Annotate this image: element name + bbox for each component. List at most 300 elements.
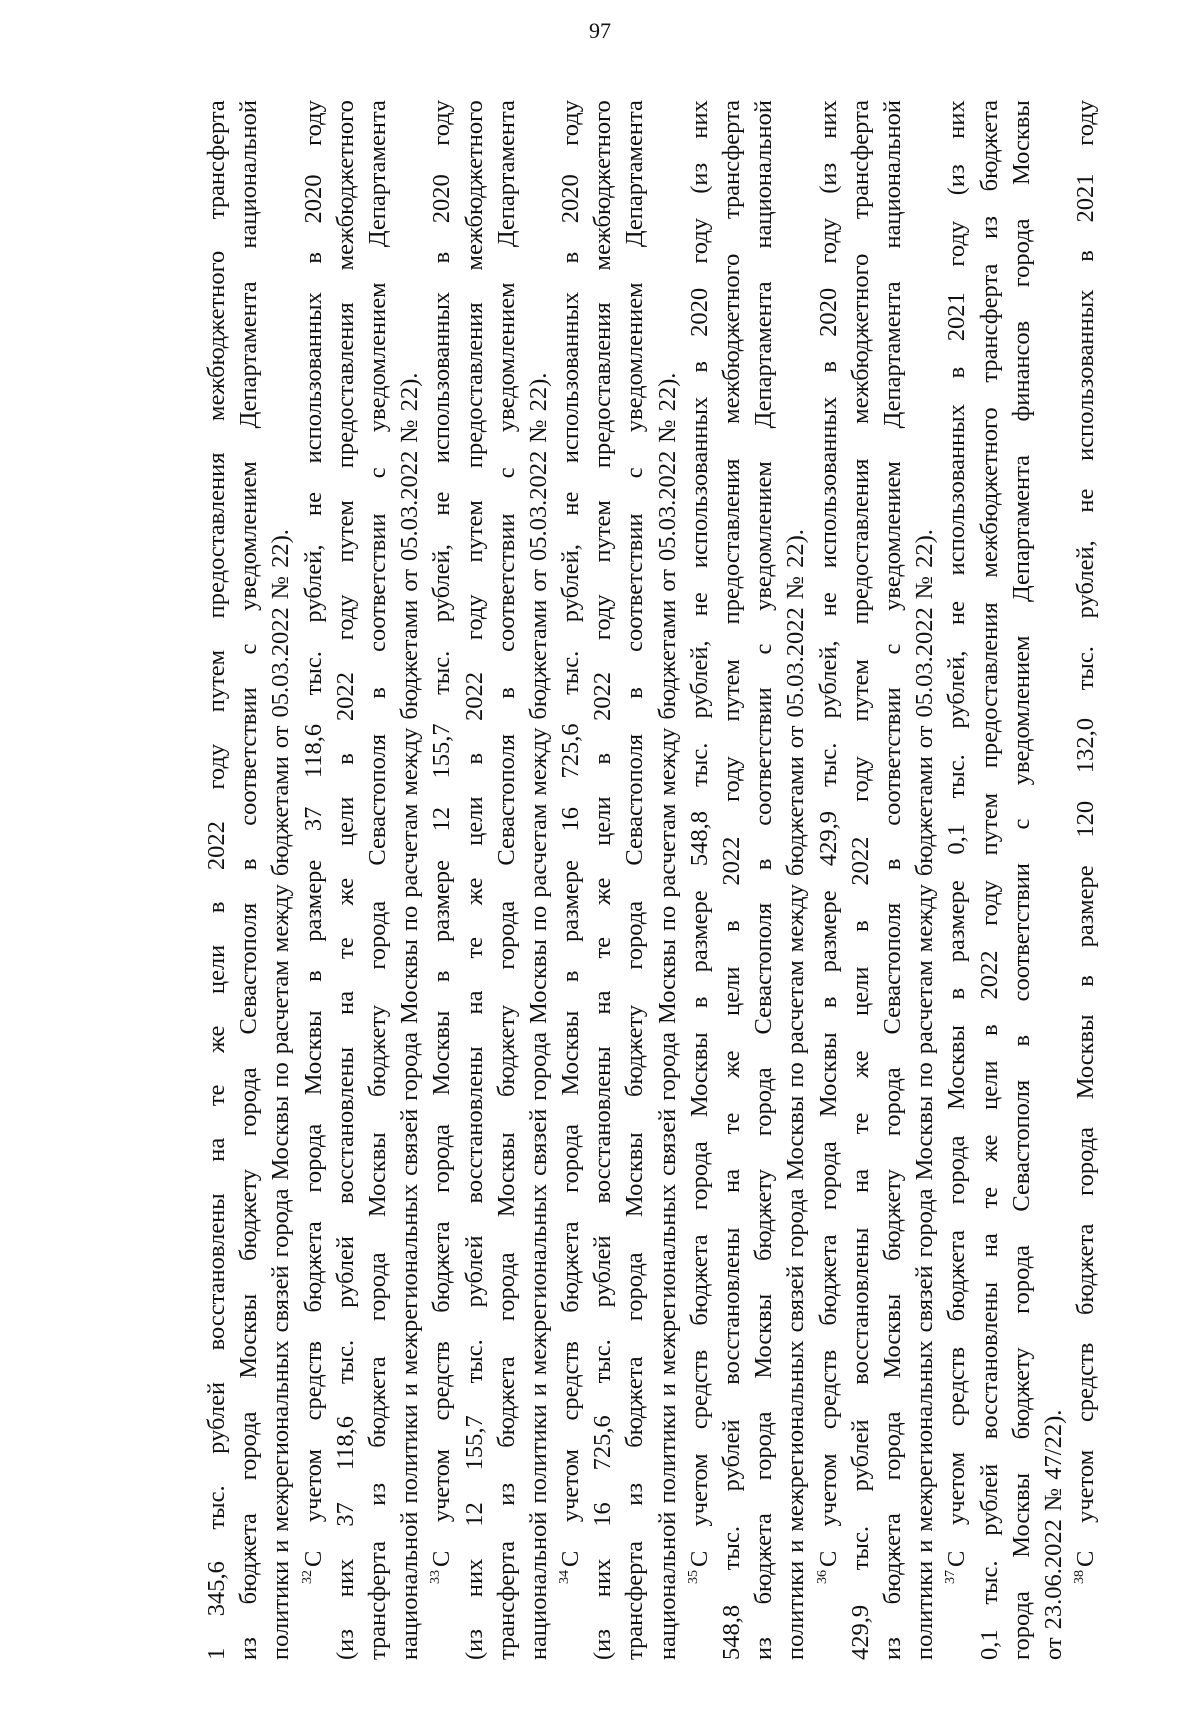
word: 12 — [460, 1502, 488, 1527]
word: трансферта — [363, 1541, 391, 1660]
word: в — [363, 687, 391, 699]
word: 118,6 — [299, 723, 327, 779]
word: № — [653, 419, 681, 443]
footnote-line — [845, 100, 877, 1660]
word: расчетам — [653, 803, 681, 898]
word: Москвы — [782, 1095, 810, 1181]
footnote-marker: 33 — [428, 1570, 444, 1584]
word: финансов — [1007, 320, 1035, 422]
word: связей — [653, 1108, 681, 1176]
word: средств — [428, 1341, 456, 1421]
word: и — [267, 1539, 295, 1553]
footnote-line — [1038, 100, 1070, 1660]
word: и — [524, 1383, 552, 1397]
word: в — [975, 1024, 1003, 1036]
word: же — [718, 1050, 745, 1078]
word: предоставления — [589, 302, 617, 469]
word: рублей, — [685, 640, 713, 719]
word: в — [1007, 1034, 1035, 1047]
word: межрегиональных — [911, 1340, 939, 1532]
word: Москвы — [685, 1032, 713, 1118]
word: межрегиональных — [396, 1183, 424, 1376]
footnote-33-line — [426, 100, 458, 1660]
word: 155,7 — [428, 723, 456, 779]
word: учетом — [685, 1453, 713, 1527]
word: в — [878, 858, 906, 871]
word: 725,6 — [589, 1415, 617, 1471]
word: 2022 — [589, 672, 617, 721]
word: соответствии — [878, 687, 906, 826]
word: Департамента — [363, 100, 391, 248]
footnote-line — [652, 100, 684, 1660]
word: Севастополя — [235, 902, 263, 1035]
word: 05.03.2022 — [524, 450, 552, 562]
word: размере — [428, 860, 456, 943]
word: те — [846, 1112, 874, 1135]
word: политики — [267, 1560, 295, 1660]
word: Москвы — [878, 1293, 906, 1379]
word: путем — [589, 500, 617, 563]
word: 132,0 — [1072, 718, 1100, 774]
word: Москвы — [557, 1010, 585, 1096]
word: 2022 — [460, 672, 488, 721]
word: тыс. — [814, 742, 842, 787]
word: города — [363, 1252, 391, 1322]
word: расчетам — [267, 960, 295, 1055]
word: 548,8 — [685, 811, 713, 867]
word: 2022 — [846, 836, 874, 886]
footnote-34-line — [555, 100, 587, 1660]
word: использованных — [428, 291, 456, 464]
word: Москвы — [299, 1010, 327, 1096]
word: тыс. — [975, 1560, 1003, 1605]
word: тыс. — [460, 1339, 488, 1384]
word: не — [943, 600, 971, 625]
word: средств — [814, 1349, 842, 1430]
word: (из — [589, 1629, 617, 1660]
word: же — [460, 877, 488, 906]
word: учетом — [943, 1451, 971, 1526]
word: Москвы — [653, 939, 681, 1024]
word: средств — [557, 1341, 585, 1421]
word: году — [685, 217, 713, 264]
word: 2020 — [299, 174, 327, 224]
word: рублей, — [557, 544, 585, 623]
word: города — [396, 1031, 424, 1101]
word: же — [589, 877, 617, 906]
word: не — [1072, 488, 1100, 513]
word: в — [685, 996, 713, 1009]
word: между — [653, 727, 681, 796]
word: 118,6 — [331, 1415, 359, 1471]
word: межбюджетного — [589, 100, 617, 271]
word: учетом — [428, 1449, 456, 1523]
word: 12 — [428, 807, 456, 832]
word: 22). — [524, 372, 552, 412]
word: рублей — [331, 1235, 359, 1308]
word: межбюджетного — [718, 253, 745, 424]
word: (из — [331, 1629, 359, 1660]
footnote-line — [459, 100, 491, 1660]
footnote-line — [362, 100, 394, 1660]
word: году — [203, 743, 230, 790]
word: восстановлены — [975, 1281, 1003, 1440]
word: города — [235, 1067, 263, 1137]
word: них — [943, 100, 971, 139]
word: уведомлением — [750, 461, 778, 611]
word: Москвы — [428, 1010, 456, 1096]
word: году — [331, 594, 359, 641]
word: Москвы — [750, 1293, 778, 1379]
word: Москвы — [621, 1132, 649, 1218]
word: тыс. — [557, 650, 585, 695]
word: из — [492, 1482, 520, 1506]
footnote-line — [523, 100, 555, 1660]
word: рублей, — [428, 544, 456, 623]
word: расчетам — [524, 803, 552, 898]
footnote-35-line — [684, 100, 716, 1660]
word: бюджета — [557, 1221, 585, 1313]
word: от — [911, 725, 939, 749]
word: бюджета — [685, 1234, 713, 1326]
word: Департамента — [878, 281, 906, 429]
word: в — [814, 996, 842, 1009]
word: от — [782, 725, 810, 749]
footnote-line — [619, 100, 651, 1660]
footnote-line — [265, 100, 297, 1660]
word: соответствии — [492, 513, 520, 652]
word: 37 — [331, 1502, 359, 1527]
word: с — [1007, 818, 1035, 830]
footnote-marker: 37 — [943, 1570, 959, 1584]
word: 05.03.2022 — [911, 607, 939, 718]
word: бюджета — [299, 1221, 327, 1313]
word: них — [814, 100, 842, 139]
word: них — [331, 1558, 359, 1598]
word: тыс. — [846, 1526, 874, 1571]
word: трансферта — [975, 263, 1003, 383]
word: $^{37}$С — [943, 1550, 971, 1584]
word: в — [1072, 250, 1100, 262]
word: бюджета — [943, 1230, 971, 1322]
footnote-line — [780, 100, 812, 1660]
word: не — [557, 491, 585, 516]
footnote-38-line — [1070, 100, 1102, 1660]
word: размере — [1072, 865, 1100, 948]
word: бюджету — [1007, 1347, 1035, 1440]
word: национальной — [878, 100, 906, 249]
word: цели — [846, 966, 874, 1016]
word: путем — [846, 659, 874, 722]
word: тыс. — [589, 1339, 617, 1384]
word: от — [653, 569, 681, 592]
word: бюджета — [878, 1513, 906, 1605]
word: тыс. — [331, 1339, 359, 1385]
footnotes-block — [201, 100, 1101, 1660]
footnote-line — [974, 100, 1006, 1660]
word: от — [524, 569, 552, 592]
word: 345,6 — [203, 1561, 230, 1617]
word: Москвы — [1007, 1472, 1035, 1558]
word: в — [299, 252, 327, 264]
word: бюджету — [878, 1168, 906, 1262]
word: города — [363, 900, 391, 970]
word: связей — [911, 1265, 939, 1333]
word: национальной — [235, 100, 263, 249]
word: трансферта — [718, 100, 745, 219]
word: тыс. — [428, 650, 456, 695]
word: в — [943, 987, 971, 1000]
word: 23.06.2022 — [1039, 1519, 1067, 1630]
word: и — [911, 1539, 939, 1553]
word: бюджета — [428, 1221, 456, 1313]
word: на — [203, 1137, 230, 1162]
word: 16 — [589, 1502, 617, 1527]
word: рублей, — [814, 640, 842, 719]
word: по — [524, 905, 552, 932]
word: национальной — [524, 1511, 552, 1660]
word: не — [428, 491, 456, 516]
word: по — [653, 905, 681, 932]
word: на — [718, 1168, 745, 1193]
word: расчетам — [911, 960, 939, 1055]
word: них — [460, 1558, 488, 1598]
word: политики — [524, 1404, 552, 1504]
word: уведомлением — [621, 282, 649, 433]
word: бюджета — [1072, 1223, 1100, 1315]
word: города — [1007, 1245, 1035, 1314]
word: предоставления — [331, 302, 359, 469]
word: из — [750, 1637, 778, 1660]
word: связей — [267, 1265, 295, 1333]
word: те — [460, 936, 488, 959]
word: между — [782, 884, 810, 953]
word: межрегиональных — [653, 1183, 681, 1376]
word: в — [1072, 975, 1100, 987]
word: рублей, — [299, 544, 327, 623]
word: межбюджетного — [203, 250, 230, 421]
word: в — [203, 901, 230, 914]
word: связей — [396, 1108, 424, 1176]
word: межбюджетного — [331, 100, 359, 271]
word: бюджетами — [782, 756, 810, 877]
word: 548,8 — [718, 1604, 745, 1660]
word: те — [203, 1084, 230, 1107]
word: трансферта — [621, 1541, 649, 1660]
word: между — [911, 884, 939, 953]
word: использованных — [557, 291, 585, 464]
word: же — [846, 1050, 874, 1078]
word: бюджета — [975, 100, 1003, 192]
word: цели — [975, 1060, 1003, 1110]
word: бюджета — [363, 1356, 391, 1448]
word: 47/22). — [1039, 1409, 1067, 1480]
word: с — [363, 467, 391, 479]
word: с — [621, 467, 649, 479]
word: Севастополя — [750, 902, 778, 1035]
word: предоставления — [460, 302, 488, 469]
word: города — [1072, 1127, 1100, 1196]
word: году — [814, 217, 842, 264]
footnote-line — [748, 100, 780, 1660]
word: году — [589, 594, 617, 641]
word: межрегиональных — [782, 1340, 810, 1532]
footnote-marker: 35 — [685, 1570, 701, 1584]
word: уведомлением — [492, 282, 520, 433]
word: 2022 — [975, 950, 1003, 1000]
footnote-line — [909, 100, 941, 1660]
word: (из — [685, 162, 713, 194]
word: города — [750, 1067, 778, 1137]
word: путем — [718, 659, 745, 722]
word: в — [943, 366, 971, 379]
word: связей — [524, 1108, 552, 1176]
word: политики — [782, 1560, 810, 1660]
word: предоставления — [846, 458, 874, 625]
word: бюджету — [750, 1168, 778, 1262]
word: города — [750, 1411, 778, 1481]
word: году — [299, 100, 327, 146]
word: бюджета — [621, 1356, 649, 1448]
word: в — [750, 858, 778, 871]
word: трансферта — [492, 1541, 520, 1660]
word: между — [267, 884, 295, 953]
word: восстановлены — [589, 1046, 617, 1204]
word: с — [750, 643, 778, 655]
word: города — [267, 1188, 295, 1258]
word: на — [460, 990, 488, 1015]
word: не — [299, 491, 327, 516]
word: 22). — [396, 372, 424, 412]
word: национальной — [653, 1511, 681, 1660]
word: размере — [685, 890, 713, 973]
word: от — [267, 725, 295, 749]
word: в — [492, 687, 520, 699]
word: размере — [943, 880, 971, 963]
word: города — [878, 1411, 906, 1481]
word: соответствии — [621, 513, 649, 652]
word: учетом — [557, 1449, 585, 1523]
word: использованных — [943, 404, 971, 576]
footnote-line — [491, 100, 523, 1660]
word: использованных — [814, 396, 842, 569]
word: путем — [331, 500, 359, 563]
word: 155,7 — [460, 1415, 488, 1471]
word: предоставления — [975, 602, 1003, 769]
word: те — [331, 937, 359, 959]
word: восстановлены — [846, 1227, 874, 1385]
word: города — [492, 1252, 520, 1322]
word: средств — [299, 1341, 327, 1421]
word: расчетам — [396, 803, 424, 898]
word: 2020 — [814, 287, 842, 337]
word: $^{32}$С — [299, 1550, 327, 1584]
word: города — [878, 1067, 906, 1137]
word: использованных — [1072, 289, 1100, 461]
word: и — [782, 1539, 810, 1553]
word: между — [396, 727, 424, 796]
footnote-36-line — [813, 100, 845, 1660]
word: 725,6 — [557, 723, 585, 779]
word: средств — [685, 1349, 713, 1430]
word: национальной — [396, 1511, 424, 1660]
word: политики — [396, 1404, 424, 1504]
word: в — [235, 858, 263, 871]
word: 0,1 — [943, 824, 971, 855]
word: соответствии — [235, 687, 263, 826]
word: по — [396, 905, 424, 932]
word: 1 — [203, 1647, 230, 1660]
word: города — [1007, 218, 1035, 288]
word: города — [492, 900, 520, 970]
word: в — [621, 687, 649, 699]
word: связей — [782, 1265, 810, 1333]
word: 429,9 — [814, 811, 842, 867]
word: из — [363, 1482, 391, 1506]
word: с — [492, 467, 520, 479]
word: восстановлены — [331, 1046, 359, 1205]
word: них — [589, 1558, 617, 1598]
word: предоставления — [718, 458, 745, 625]
word: города — [235, 1411, 263, 1481]
word: № — [524, 419, 552, 443]
word: году — [460, 594, 488, 641]
word: Москвы — [814, 1032, 842, 1118]
word: размере — [299, 859, 327, 942]
word: трансферта — [203, 100, 230, 220]
word: города — [557, 1123, 585, 1193]
word: по — [911, 1062, 939, 1088]
word: № — [911, 575, 939, 600]
word: размере — [814, 890, 842, 973]
footnote-line — [233, 100, 265, 1660]
word: цели — [460, 796, 488, 846]
word: рублей — [460, 1235, 488, 1308]
word: рублей, — [1072, 540, 1100, 619]
word: политики — [653, 1404, 681, 1504]
word: восстановлены — [460, 1046, 488, 1204]
word: же — [975, 1134, 1003, 1163]
word: Севастополя — [621, 733, 649, 866]
word: в — [557, 251, 585, 264]
word: бюджетами — [267, 756, 295, 877]
word: города — [1007, 1591, 1035, 1660]
word: трансферта — [846, 100, 874, 219]
word: бюджету — [621, 1004, 649, 1098]
word: $^{36}$С — [814, 1550, 842, 1584]
word: города — [685, 1141, 713, 1211]
word: (из — [814, 162, 842, 194]
word: 16 — [557, 807, 585, 832]
word: города — [782, 1188, 810, 1258]
word: тыс. — [718, 1526, 745, 1571]
word: из — [235, 1637, 263, 1660]
word: путем — [460, 500, 488, 563]
word: Департамента — [235, 281, 263, 429]
footnote-32-line — [298, 100, 330, 1660]
word: 05.03.2022 — [267, 607, 295, 718]
word: в — [299, 970, 327, 982]
word: году — [943, 220, 971, 267]
word: Москвы — [943, 1025, 971, 1110]
word: Москвы — [492, 1132, 520, 1218]
word: бюджета — [814, 1234, 842, 1326]
page-number: 97 — [589, 18, 611, 43]
footnote-line — [201, 100, 233, 1660]
word: города — [814, 1141, 842, 1211]
word: учетом — [814, 1453, 842, 1527]
word: по — [267, 1062, 295, 1088]
